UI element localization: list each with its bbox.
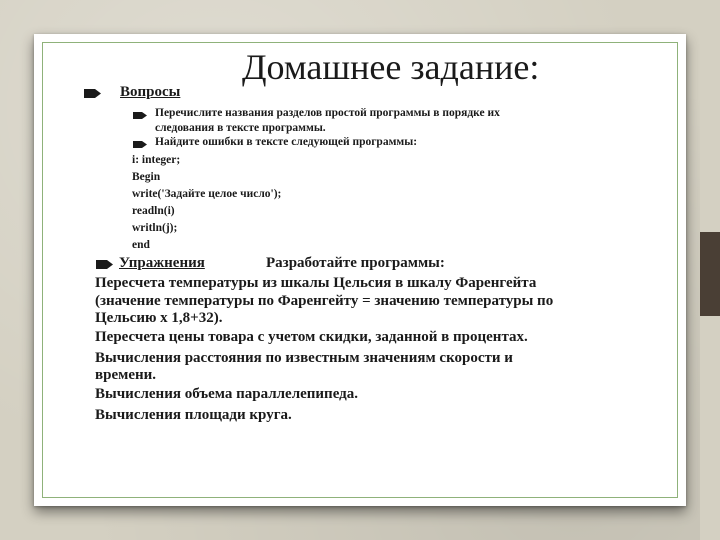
code-line: i: integer; bbox=[132, 154, 181, 166]
right-edge-strip bbox=[700, 0, 720, 540]
exercise-line: (значение температуры по Фаренгейту = значению температуры по bbox=[95, 293, 554, 309]
exercise-line: Цельсию х 1,8+32). bbox=[95, 310, 223, 326]
right-edge-bar bbox=[700, 232, 720, 316]
code-line: end bbox=[132, 239, 150, 251]
exercise-line: Вычисления объема параллелепипеда. bbox=[95, 386, 358, 402]
exercise-line: Вычисления расстояния по известным значениям скорости и bbox=[95, 350, 513, 366]
exercise-line: Пересчета температуры из шкалы Цельсия в шкалу Фаренгейта bbox=[95, 275, 537, 291]
question-item-2: Найдите ошибки в тексте следующей программы: bbox=[155, 136, 418, 148]
pencil-arrow-icon bbox=[133, 140, 147, 149]
question-item-1-cont: следования в тексте программы. bbox=[155, 122, 326, 134]
exercise-line: Вычисления площади круга. bbox=[95, 407, 292, 423]
exercise-line: Пересчета цены товара с учетом скидки, заданной в процентах. bbox=[95, 329, 528, 345]
pencil-arrow-icon bbox=[96, 259, 113, 270]
slide-card bbox=[34, 34, 686, 506]
code-line: write('Задайте целое число'); bbox=[132, 188, 282, 200]
exercise-line: времени. bbox=[95, 367, 157, 383]
code-line: writln(j); bbox=[132, 222, 178, 234]
code-line: Begin bbox=[132, 171, 161, 183]
pencil-arrow-icon bbox=[133, 111, 147, 120]
questions-heading: Вопросы bbox=[120, 84, 181, 100]
exercises-intro: Разработайте программы: bbox=[266, 255, 445, 271]
code-line: readln(i) bbox=[132, 205, 175, 217]
slide-title: Домашнее задание: bbox=[242, 47, 540, 87]
exercises-heading: Упражнения bbox=[119, 255, 205, 271]
pencil-arrow-icon bbox=[84, 88, 101, 99]
question-item-1: Перечислите названия разделов простой программы в порядке их bbox=[155, 107, 500, 119]
